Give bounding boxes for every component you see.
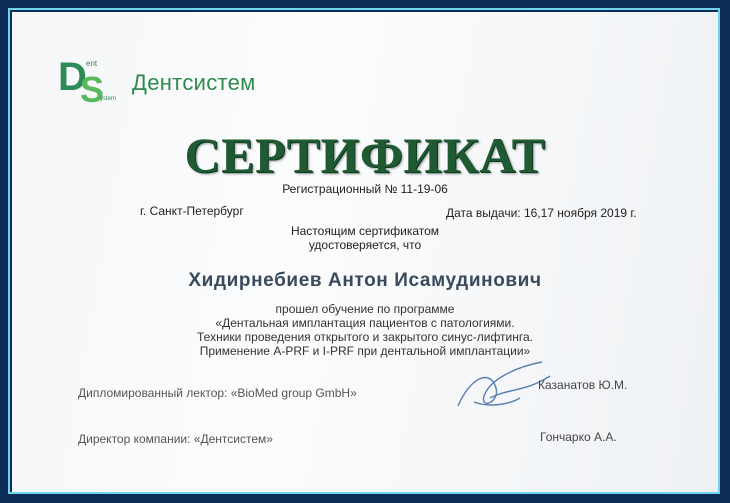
issue-city: г. Санкт-Петербург xyxy=(140,204,244,218)
lecturer-signatory: Казанатов Ю.М. xyxy=(538,378,628,392)
certificate-title: СЕРТИФИКАТ xyxy=(184,127,546,183)
svg-text:ystem: ystem xyxy=(100,96,117,102)
director-label: Директор компании: «Дентсистем» xyxy=(78,432,273,446)
certificate-paper xyxy=(12,12,718,492)
intro-line-1: Настоящим сертификатом xyxy=(290,224,440,238)
course-line-1: прошел обучение по программе xyxy=(275,302,455,316)
course-line-4: Применение A-PRF и I-PRF при дентальной имплантации» xyxy=(199,344,531,358)
svg-text:ent: ent xyxy=(86,59,98,68)
svg-text:D: D xyxy=(58,55,87,99)
recipient-name: Хидирнебиев Антон Исамудинович xyxy=(188,270,542,291)
lecturer-label: Дипломированный лектор: «BioMed group GmbH» xyxy=(78,386,357,400)
brand-name: Дентсистем xyxy=(132,70,256,95)
intro-line-2: удостоверяется, что xyxy=(308,238,422,252)
svg-text:S: S xyxy=(80,69,105,110)
course-line-2: «Дентальная имплантация пациентов с патологиями. xyxy=(215,316,515,330)
registration-number: Регистрационный № 11-19-06 xyxy=(282,182,448,196)
director-signatory: Гончарко А.А. xyxy=(540,430,617,444)
issue-date: Дата выдачи: 16,17 ноября 2019 г. xyxy=(446,206,637,220)
course-line-3: Техники проведения открытого и закрытого синус-лифтинга. xyxy=(197,330,533,344)
